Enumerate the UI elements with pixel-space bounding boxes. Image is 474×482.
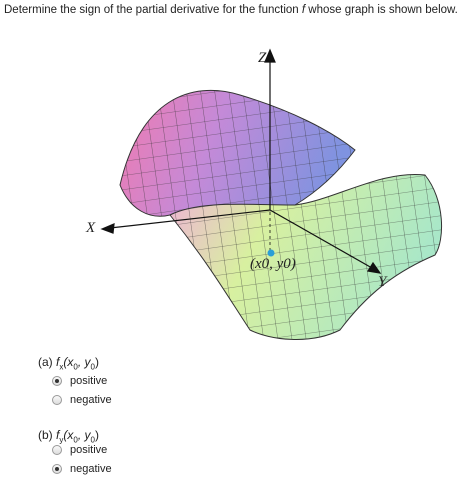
part-b-sub0: 0: [73, 435, 78, 445]
part-b-label: [38, 428, 99, 444]
part-a-label: [38, 355, 99, 371]
part-b-option-negative[interactable]: [52, 463, 112, 475]
question-prefix: Determine the sign of the partial derivative for the function: [4, 4, 302, 16]
part-b-end: ): [94, 428, 99, 442]
part-b-option-positive[interactable]: [52, 444, 107, 456]
part-b-sub1: 0: [90, 435, 95, 445]
part-b-positive-label: positive: [70, 444, 108, 456]
part-b-sub: y: [59, 435, 64, 445]
part-a-positive-label: positive: [70, 375, 108, 387]
part-a-negative-radio[interactable]: [52, 395, 62, 405]
part-a-option-negative[interactable]: [52, 394, 112, 406]
function-name: f: [301, 4, 306, 16]
part-a-negative-label: negative: [70, 394, 112, 406]
part-a-mid: , y: [77, 355, 91, 369]
part-a-option-positive[interactable]: [52, 375, 107, 387]
part-a-positive-radio[interactable]: [52, 376, 62, 386]
z-axis-arrow: [265, 50, 275, 62]
y-axis-label: Y: [378, 274, 387, 290]
part-a-f: f: [56, 355, 60, 369]
part-a-end: ): [94, 355, 99, 369]
part-b-mid: , y: [77, 428, 91, 442]
part-a-args: (x: [63, 355, 74, 369]
part-b-negative-label: negative: [70, 463, 112, 475]
surface-graph: [77, 40, 460, 370]
part-a-sub1: 0: [90, 362, 95, 372]
x-axis-arrow: [102, 224, 114, 233]
part-b-f: f: [56, 428, 60, 442]
part-b-positive-radio[interactable]: [52, 445, 62, 455]
x-axis-label: X: [86, 220, 96, 236]
surface-back-lobe: [120, 90, 355, 216]
part-a-sub0: 0: [73, 362, 78, 372]
question-text: [4, 4, 458, 16]
part-a-letter: (a): [38, 355, 53, 369]
point-marker: [268, 250, 275, 257]
question-suffix: whose graph is shown below.: [305, 4, 458, 16]
z-axis-label: Z: [258, 50, 267, 66]
part-b-letter: (b): [38, 428, 53, 442]
part-b-negative-radio[interactable]: [52, 464, 62, 474]
part-b-args: (x: [63, 428, 74, 442]
part-a-sub: x: [59, 362, 64, 372]
point-label: (x0, y0): [250, 256, 296, 272]
